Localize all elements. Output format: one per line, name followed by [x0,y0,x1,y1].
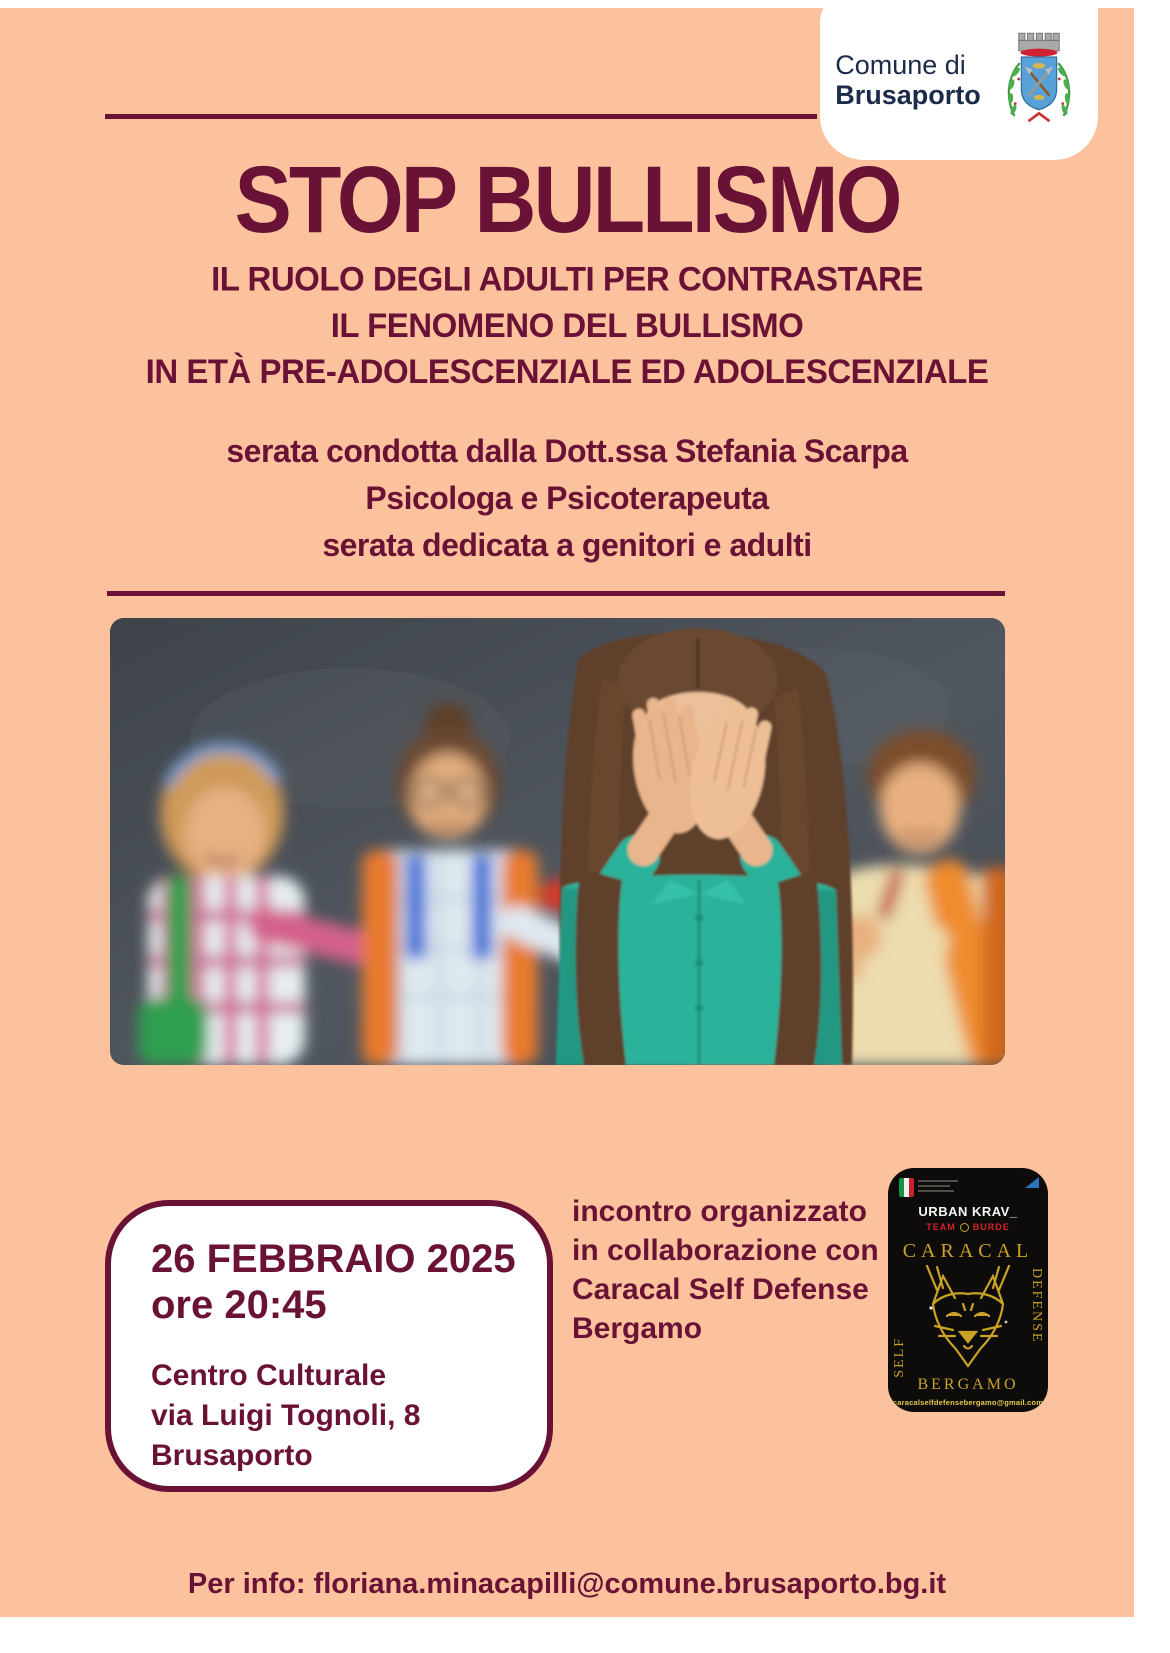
event-time: ore 20:45 [151,1283,327,1327]
team-label: TEAM [926,1222,956,1232]
intro-line-1: serata condotta dalla Dott.ssa Stefania Scarpa [226,433,908,469]
caracal-logo [888,1168,1048,1412]
crest-crown [1019,33,1059,56]
comune-name-line1: Comune di [835,49,966,80]
acsi-badge-icon [1025,1177,1039,1188]
intro-line-2: Psicologa e Psicoterapeuta [365,480,769,516]
subtitle-line-1: IL RUOLO DEGLI ADULTI PER CONTRASTARE [211,259,923,298]
intro-line-3: serata dedicata a genitori e adulti [322,527,812,563]
team-badge-icon [960,1223,969,1232]
urban-krav-label: URBAN KRAV_ [918,1204,1018,1219]
caracal-name: CARACAL [902,1240,1034,1262]
bullying-photo [110,618,1005,1065]
comune-name-line2: Brusaporto [835,80,981,110]
event-town: Brusaporto [151,1439,313,1472]
event-venue: Centro Culturale [151,1359,387,1392]
italian-flag-icon [899,1178,914,1197]
comune-name [835,42,981,110]
self-label: SELF [892,1337,907,1378]
crest-ribbon [1028,113,1049,121]
subtitle-line-2: IL FENOMENO DEL BULLISMO [330,305,804,345]
event-address: via Luigi Tognoli, 8 [151,1399,421,1432]
brusaporto-crest-icon [995,20,1083,138]
federation-text-decor [918,1180,960,1195]
comune-logo-box [820,0,1098,160]
page-title: STOP BULLISMO [234,147,900,253]
team-burde-label [888,1222,1048,1232]
caracal-email: caracalselfdefensebergamo@gmail.com [892,1398,1044,1407]
caracal-cat-icon [913,1264,1023,1368]
subtitle-line-3: IN ETÀ PRE-ADOLESCENZIALE ED ADOLESCENZIALE [145,351,989,391]
event-info-box [105,1200,553,1492]
footer-contact: Per info: floriana.minacapilli@comune.brusaporto.bg.it [187,1568,947,1600]
event-date: 26 FEBBRAIO 2025 [151,1237,516,1281]
foreground-girl [556,628,853,1065]
bergamo-label: BERGAMO [917,1376,1019,1393]
defense-label: DEFENSE [1029,1268,1044,1344]
middle-divider-line [107,591,1005,596]
top-divider-line [105,114,817,119]
subtitle [0,256,1134,395]
burde-label: BURDE [972,1222,1010,1232]
intro-text [0,428,1134,569]
collaboration-text: incontro organizzato in collaborazione con Caracal Self Defense Bergamo [572,1195,879,1345]
